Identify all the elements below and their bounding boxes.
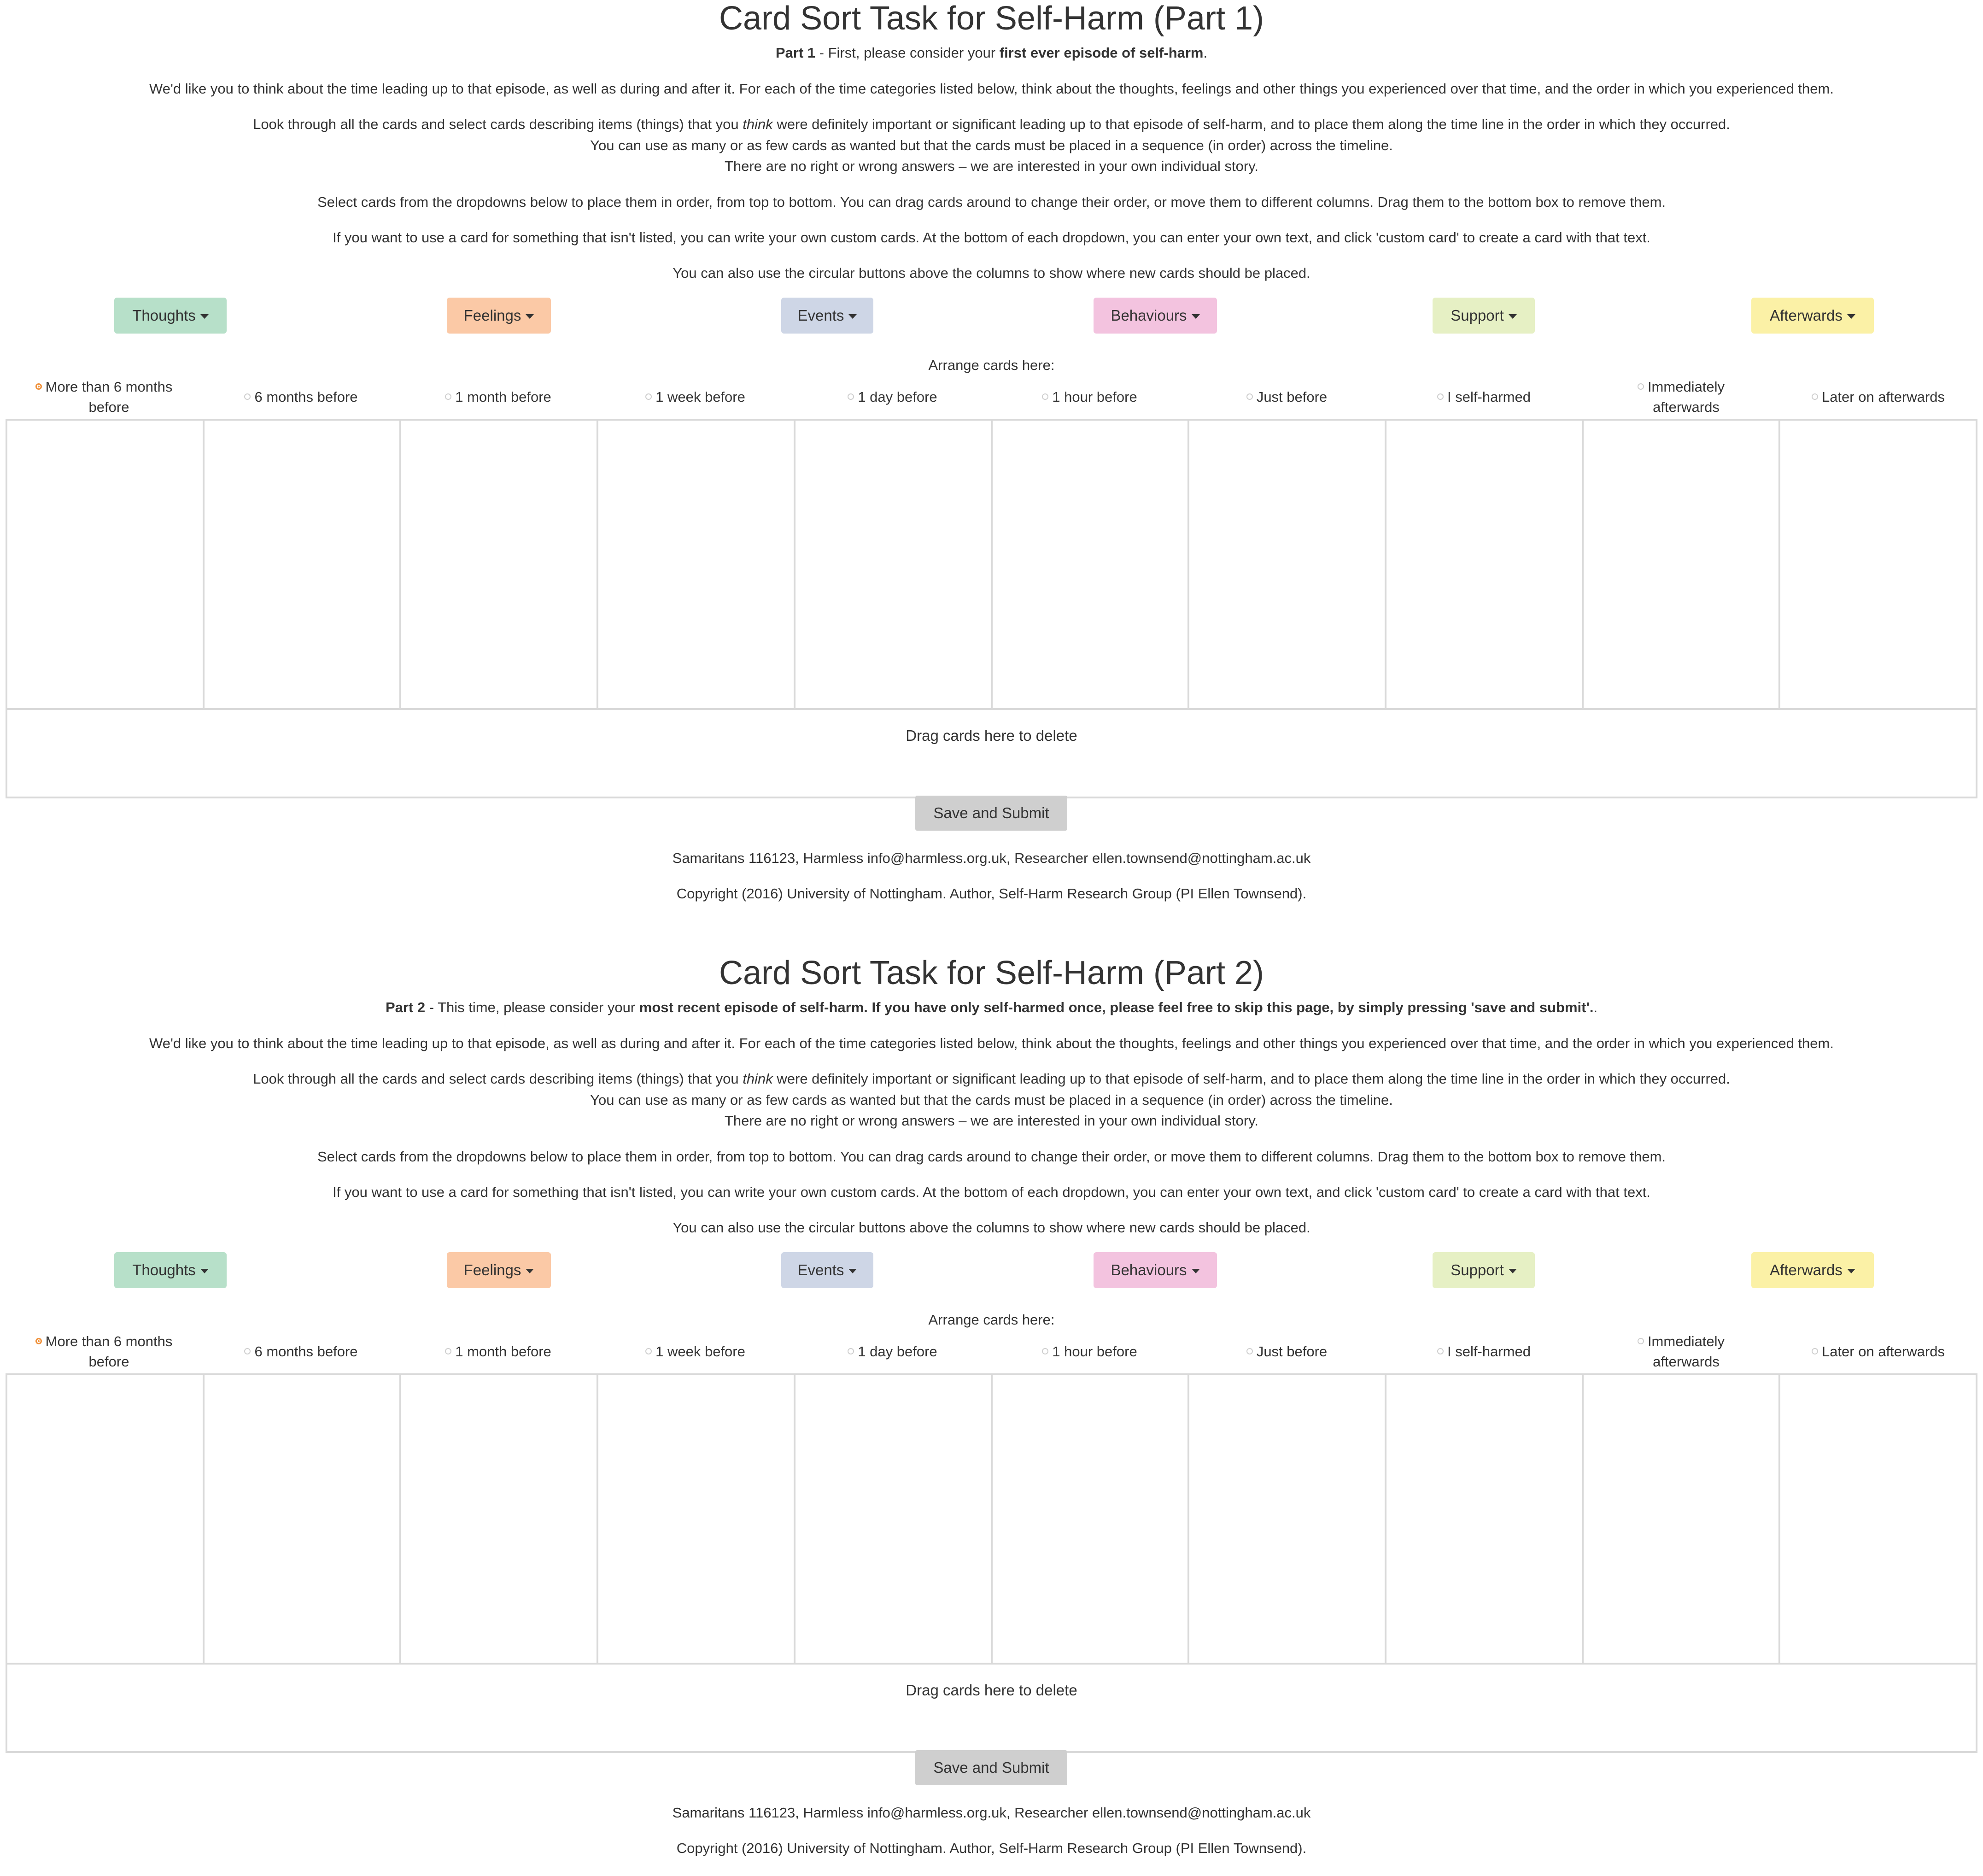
support-dropdown-label: Support <box>1451 307 1504 324</box>
radio-selected-icon[interactable] <box>35 383 42 390</box>
column-label: 1 month before <box>455 1343 551 1360</box>
caret-down-icon <box>526 1269 534 1273</box>
intro-end: . <box>1593 999 1598 1015</box>
drop-column-later-afterwards[interactable] <box>1780 1375 1976 1663</box>
thoughts-dropdown[interactable] <box>114 1252 227 1288</box>
radio-icon[interactable] <box>244 1348 251 1354</box>
intro-text: First, please consider your <box>828 45 1000 61</box>
column-header-just-before[interactable] <box>1188 1329 1385 1375</box>
footer-contacts: Samaritans 116123, Harmless info@harmless.org.uk, Researcher ellen.townsend@nottingham.ac.uk <box>672 850 1311 866</box>
column-label: I self-harmed <box>1447 389 1531 405</box>
footer-copyright: Copyright (2016) University of Nottingham. Author, Self-Harm Research Group (PI Ellen Townsend). <box>676 1840 1307 1856</box>
events-dropdown-label: Events <box>797 1261 844 1278</box>
part-label: Part 2 <box>385 999 426 1015</box>
save-and-submit-button[interactable]: Save and Submit <box>915 1750 1067 1785</box>
caret-down-icon <box>1847 1269 1855 1273</box>
footer-copyright: Copyright (2016) University of Nottingham. Author, Self-Harm Research Group (PI Ellen Townsend). <box>676 885 1307 902</box>
column-header-6-months[interactable] <box>203 1329 399 1375</box>
intro-line <box>0 997 1983 1018</box>
column-label: 6 months before <box>254 389 358 405</box>
caret-down-icon <box>848 1269 857 1273</box>
instruction-paragraph-2c: There are no right or wrong answers – we are interested in your own individual story. <box>724 158 1259 174</box>
drop-column-1-day[interactable] <box>796 1375 993 1663</box>
radio-icon[interactable] <box>1246 1348 1253 1354</box>
column-header-more-than-6-months[interactable] <box>6 374 202 420</box>
radio-icon[interactable] <box>645 393 652 400</box>
column-label-line2: before <box>88 1354 129 1370</box>
caret-down-icon <box>1509 314 1517 319</box>
card-columns <box>6 419 1977 710</box>
instruction-paragraph-5: You can also use the circular buttons above the columns to show where new cards should be placed. <box>673 1219 1310 1236</box>
behaviours-dropdown-label: Behaviours <box>1111 307 1187 324</box>
radio-icon[interactable] <box>445 393 451 400</box>
radio-icon[interactable] <box>1638 1338 1644 1344</box>
radio-icon[interactable] <box>1437 393 1444 400</box>
radio-icon[interactable] <box>848 1348 854 1354</box>
caret-down-icon <box>1192 1269 1200 1273</box>
column-header-1-day[interactable] <box>794 1329 991 1375</box>
feelings-dropdown[interactable] <box>447 298 551 334</box>
part-label: Part 1 <box>775 45 816 61</box>
drop-column-1-day[interactable] <box>796 421 993 708</box>
caret-down-icon <box>1192 314 1200 319</box>
column-label-line1: Immediately <box>1647 1333 1725 1349</box>
column-label-line1: Immediately <box>1647 379 1725 395</box>
column-label: Just before <box>1256 389 1328 405</box>
feelings-dropdown-label: Feelings <box>463 307 521 324</box>
radio-icon[interactable] <box>1042 1348 1048 1354</box>
radio-icon[interactable] <box>1042 393 1048 400</box>
footer-contacts: Samaritans 116123, Harmless info@harmless.org.uk, Researcher ellen.townsend@nottingham.ac.uk <box>672 1805 1311 1821</box>
instruction-2-text-end: were definitely important or significant leading up to that episode of self-harm, and to place them along the time line in the order in which they occurred. <box>772 116 1730 132</box>
column-header-immediately-afterwards[interactable] <box>1583 1329 1779 1375</box>
drop-column-more-than-6-months[interactable] <box>7 1375 205 1663</box>
column-header-6-months[interactable] <box>203 374 399 420</box>
radio-icon[interactable] <box>1812 393 1818 400</box>
column-header-1-week[interactable] <box>597 374 794 420</box>
column-header-self-harmed[interactable] <box>1386 374 1582 420</box>
intro-text: This time, please consider your <box>438 999 639 1015</box>
arrange-label: Arrange cards here: <box>928 357 1055 373</box>
delete-drop-zone[interactable] <box>6 708 1977 798</box>
feelings-dropdown-label: Feelings <box>463 1261 521 1278</box>
radio-selected-icon[interactable] <box>35 1338 42 1344</box>
support-dropdown[interactable] <box>1433 1252 1535 1288</box>
column-header-later-afterwards[interactable] <box>1780 374 1977 420</box>
caret-down-icon <box>848 314 857 319</box>
column-header-later-afterwards[interactable] <box>1780 1329 1977 1375</box>
radio-icon[interactable] <box>1246 393 1253 400</box>
intro-emphasis: most recent episode of self-harm. If you have only self-harmed once, please feel free to skip this page, by simply pressing 'save and submit'. <box>639 999 1594 1015</box>
drop-column-immediately-afterwards[interactable] <box>1584 1375 1781 1663</box>
column-label: I self-harmed <box>1447 1343 1531 1360</box>
instruction-paragraph-4: If you want to use a card for something that isn't listed, you can write your own custom cards. At the bottom of each dropdown, you can enter your own text, and click 'custom card' to create a card with that text. <box>333 229 1650 246</box>
column-header-self-harmed[interactable] <box>1386 1329 1582 1375</box>
instruction-2-text: Look through all the cards and select cards describing items (things) that you <box>253 1071 743 1087</box>
afterwards-dropdown-label: Afterwards <box>1770 307 1843 324</box>
radio-icon[interactable] <box>1638 383 1644 390</box>
instruction-2-emphasis: think <box>743 1071 773 1087</box>
afterwards-dropdown-label: Afterwards <box>1770 1261 1843 1278</box>
behaviours-dropdown[interactable] <box>1094 298 1217 334</box>
instruction-2-text: Look through all the cards and select cards describing items (things) that you <box>253 116 743 132</box>
thoughts-dropdown-label: Thoughts <box>132 307 196 324</box>
instruction-paragraph-1: We'd like you to think about the time leading up to that episode, as well as during and after it. For each of the time categories listed below, think about the thoughts, feelings and other things you experienced over that time, and the order in which you experienced them. <box>149 1035 1834 1051</box>
delete-label: Drag cards here to delete <box>906 1682 1077 1699</box>
column-label: 1 hour before <box>1052 1343 1137 1360</box>
instruction-paragraph-2b: You can use as many or as few cards as wanted but that the cards must be placed in a sequence (in order) across the timeline. <box>590 1092 1393 1108</box>
column-header-1-week[interactable] <box>597 1329 794 1375</box>
events-dropdown[interactable] <box>781 298 873 334</box>
column-header-1-day[interactable] <box>794 374 991 420</box>
column-label: 1 hour before <box>1052 389 1137 405</box>
drop-column-self-harmed[interactable] <box>1386 1375 1584 1663</box>
column-label-line1: More than 6 months <box>45 379 173 395</box>
drop-column-just-before[interactable] <box>1189 1375 1386 1663</box>
instruction-2-emphasis: think <box>743 116 773 132</box>
radio-icon[interactable] <box>1812 1348 1818 1354</box>
instruction-paragraph-2c: There are no right or wrong answers – we are interested in your own individual story. <box>724 1113 1259 1129</box>
intro-end: . <box>1203 45 1208 61</box>
intro-separator: - <box>815 45 828 61</box>
card-columns <box>6 1373 1977 1665</box>
drop-column-6-months[interactable] <box>205 421 402 708</box>
column-label: 1 month before <box>455 389 551 405</box>
part-1-section <box>0 0 1983 921</box>
radio-icon[interactable] <box>445 1348 451 1354</box>
support-dropdown[interactable] <box>1433 298 1535 334</box>
column-label: Just before <box>1256 1343 1328 1360</box>
column-header-more-than-6-months[interactable] <box>6 1329 202 1375</box>
caret-down-icon <box>200 1269 209 1273</box>
column-label-line2: afterwards <box>1653 399 1720 415</box>
column-label: 1 day before <box>858 1343 937 1360</box>
afterwards-dropdown[interactable] <box>1751 298 1874 334</box>
support-dropdown-label: Support <box>1451 1261 1504 1278</box>
delete-label: Drag cards here to delete <box>906 727 1077 744</box>
drop-column-1-week[interactable] <box>598 1375 796 1663</box>
instruction-paragraph-2 <box>0 1068 1983 1090</box>
drop-column-6-months[interactable] <box>205 1375 402 1663</box>
instruction-paragraph-5: You can also use the circular buttons above the columns to show where new cards should be placed. <box>673 265 1310 281</box>
radio-icon[interactable] <box>645 1348 652 1354</box>
instruction-paragraph-4: If you want to use a card for something that isn't listed, you can write your own custom cards. At the bottom of each dropdown, you can enter your own text, and click 'custom card' to create a card with that text. <box>333 1184 1650 1200</box>
caret-down-icon <box>1847 314 1855 319</box>
drop-column-1-month[interactable] <box>401 421 598 708</box>
intro-emphasis: first ever episode of self-harm <box>999 45 1204 61</box>
drop-column-1-hour[interactable] <box>993 1375 1190 1663</box>
arrange-label: Arrange cards here: <box>928 1312 1055 1328</box>
page-title: Card Sort Task for Self-Harm (Part 1) <box>719 0 1264 37</box>
behaviours-dropdown-label: Behaviours <box>1111 1261 1187 1278</box>
radio-icon[interactable] <box>244 393 251 400</box>
thoughts-dropdown-label: Thoughts <box>132 1261 196 1278</box>
drop-column-1-month[interactable] <box>401 1375 598 1663</box>
column-header-1-month[interactable] <box>400 374 597 420</box>
drop-column-1-hour[interactable] <box>993 421 1190 708</box>
column-label: 1 week before <box>655 1343 745 1360</box>
column-label-line2: before <box>88 399 129 415</box>
column-header-just-before[interactable] <box>1188 374 1385 420</box>
drop-column-later-afterwards[interactable] <box>1780 421 1976 708</box>
drop-column-1-week[interactable] <box>598 421 796 708</box>
drop-column-self-harmed[interactable] <box>1386 421 1584 708</box>
radio-icon[interactable] <box>848 393 854 400</box>
caret-down-icon <box>526 314 534 319</box>
drop-column-just-before[interactable] <box>1189 421 1386 708</box>
column-label: 1 day before <box>858 389 937 405</box>
drop-column-more-than-6-months[interactable] <box>7 421 205 708</box>
column-header-immediately-afterwards[interactable] <box>1583 374 1779 420</box>
column-header-1-hour[interactable] <box>991 1329 1188 1375</box>
column-header-1-month[interactable] <box>400 1329 597 1375</box>
column-label-line1: More than 6 months <box>45 1333 173 1349</box>
column-label: 6 months before <box>254 1343 358 1360</box>
instruction-paragraph-2 <box>0 114 1983 135</box>
column-header-1-hour[interactable] <box>991 374 1188 420</box>
save-and-submit-button[interactable]: Save and Submit <box>915 796 1067 831</box>
instruction-paragraph-2b: You can use as many or as few cards as wanted but that the cards must be placed in a sequence (in order) across the timeline. <box>590 137 1393 153</box>
intro-line <box>0 42 1983 64</box>
events-dropdown[interactable] <box>781 1252 873 1288</box>
afterwards-dropdown[interactable] <box>1751 1252 1874 1288</box>
instruction-paragraph-3: Select cards from the dropdowns below to place them in order, from top to bottom. You can drag cards around to change their order, or move them to different columns. Drag them to the bottom box to remove them. <box>317 1149 1666 1165</box>
caret-down-icon <box>1509 1269 1517 1273</box>
column-label-line2: afterwards <box>1653 1354 1720 1370</box>
instruction-paragraph-3: Select cards from the dropdowns below to place them in order, from top to bottom. You can drag cards around to change their order, or move them to different columns. Drag them to the bottom box to remove them. <box>317 194 1666 210</box>
intro-separator: - <box>425 999 438 1015</box>
caret-down-icon <box>200 314 209 319</box>
thoughts-dropdown[interactable] <box>114 298 227 334</box>
column-label: 1 week before <box>655 389 745 405</box>
events-dropdown-label: Events <box>797 307 844 324</box>
radio-icon[interactable] <box>1437 1348 1444 1354</box>
part-2-section <box>0 955 1983 1876</box>
instruction-paragraph-1: We'd like you to think about the time leading up to that episode, as well as during and after it. For each of the time categories listed below, think about the thoughts, feelings and other things you experienced over that time, and the order in which you experienced them. <box>149 81 1834 97</box>
delete-drop-zone[interactable] <box>6 1663 1977 1753</box>
behaviours-dropdown[interactable] <box>1094 1252 1217 1288</box>
column-label: Later on afterwards <box>1821 1343 1945 1360</box>
instruction-2-text-end: were definitely important or significant leading up to that episode of self-harm, and to place them along the time line in the order in which they occurred. <box>772 1071 1730 1087</box>
page-title: Card Sort Task for Self-Harm (Part 2) <box>719 955 1264 991</box>
feelings-dropdown[interactable] <box>447 1252 551 1288</box>
drop-column-immediately-afterwards[interactable] <box>1584 421 1781 708</box>
column-label: Later on afterwards <box>1821 389 1945 405</box>
